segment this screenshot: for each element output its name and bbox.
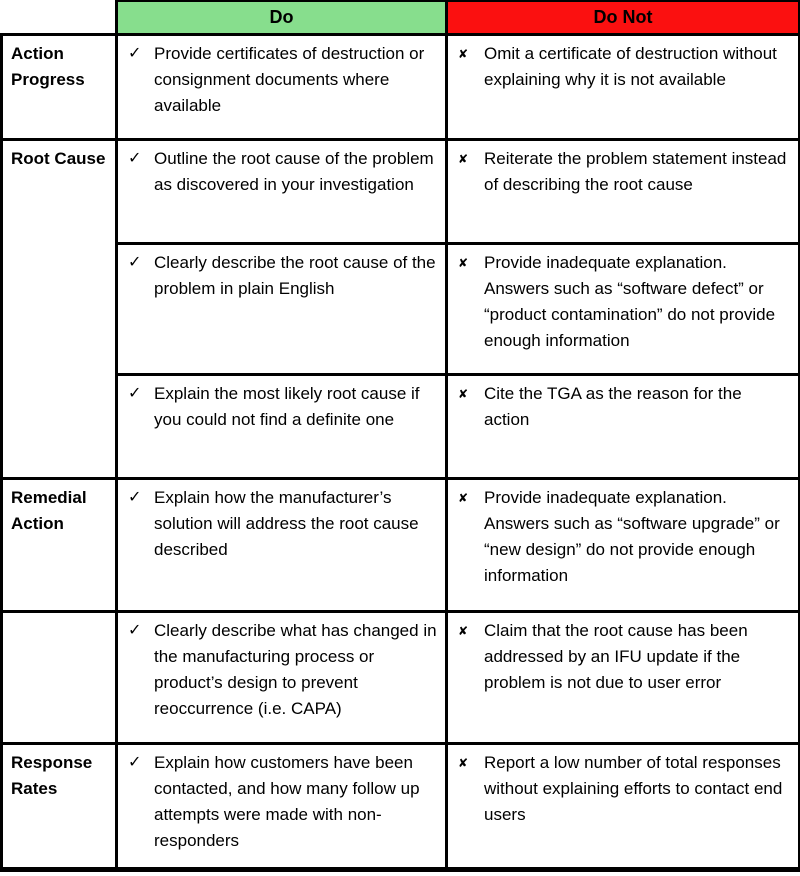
do-cell	[117, 139, 447, 243]
do-cell	[117, 611, 447, 743]
row-label-remedial-action: Remedial Action	[2, 478, 117, 611]
do-cell	[117, 743, 447, 869]
do-not-cell	[447, 611, 800, 743]
do-text: Provide certificates of destruction or consignment documents where available	[154, 43, 425, 115]
check-icon: ✓	[128, 753, 142, 771]
do-not-cell	[447, 243, 800, 374]
table-row	[2, 743, 800, 869]
do-cell	[117, 243, 447, 374]
table-row	[2, 139, 800, 243]
do-text: Clearly describe the root cause of the problem in plain English	[154, 252, 436, 298]
cross-icon: ✘	[458, 46, 469, 61]
do-text: Explain how the manufacturer’s solution will address the root cause described	[154, 487, 419, 559]
check-icon: ✓	[128, 253, 142, 271]
do-not-cell	[447, 374, 800, 478]
do-cell	[117, 478, 447, 611]
do-not-cell	[447, 743, 800, 869]
check-icon: ✓	[128, 488, 142, 506]
row-label-root-cause: Root Cause	[2, 139, 117, 478]
do-text: Outline the root cause of the problem as discovered in your investigation	[154, 148, 434, 194]
do-not-text: Provide inadequate explanation. Answers such as “software defect” or “product contamination” do not provide enough information	[484, 252, 776, 350]
row-label-empty	[2, 611, 117, 743]
table-row	[2, 611, 800, 743]
cross-icon: ✘	[458, 755, 469, 770]
do-not-text: Claim that the root cause has been addressed by an IFU update if the problem is not due to user error	[484, 620, 748, 692]
cross-icon: ✘	[458, 255, 469, 270]
table-row	[2, 243, 800, 374]
cross-icon: ✘	[458, 490, 469, 505]
do-text: Clearly describe what has changed in the manufacturing process or product’s design to prevent reoccurrence (i.e. CAPA)	[154, 620, 437, 718]
table-row	[2, 478, 800, 611]
do-not-text: Cite the TGA as the reason for the action	[484, 383, 742, 429]
check-icon: ✓	[128, 44, 142, 62]
header-row	[2, 1, 800, 34]
table-row	[2, 374, 800, 478]
do-not-cell	[447, 34, 800, 139]
cross-icon: ✘	[458, 386, 469, 401]
do-not-cell	[447, 139, 800, 243]
row-label-action-progress: Action Progress	[2, 34, 117, 139]
check-icon: ✓	[128, 149, 142, 167]
do-not-text: Report a low number of total responses without explaining efforts to contact end users	[484, 752, 783, 824]
do-text: Explain how customers have been contacted, and how many follow up attempts were made with non-responders	[154, 752, 420, 850]
check-icon: ✓	[128, 384, 142, 402]
corner-cell	[2, 1, 117, 34]
cross-icon: ✘	[458, 623, 469, 638]
row-label-response-rates: Response Rates	[2, 743, 117, 869]
check-icon: ✓	[128, 621, 142, 639]
do-not-cell	[447, 478, 800, 611]
do-cell	[117, 34, 447, 139]
cross-icon: ✘	[458, 151, 469, 166]
do-text: Explain the most likely root cause if you could not find a definite one	[154, 383, 420, 429]
do-not-text: Reiterate the problem statement instead of describing the root cause	[484, 148, 787, 194]
do-not-text: Provide inadequate explanation. Answers such as “software upgrade” or “new design” do not provide enough information	[484, 487, 780, 585]
do-cell	[117, 374, 447, 478]
do-column-header: Do	[117, 1, 447, 34]
table-row	[2, 34, 800, 139]
do-not-column-header: Do Not	[447, 1, 800, 34]
do-not-text: Omit a certificate of destruction without explaining why it is not available	[484, 43, 777, 89]
